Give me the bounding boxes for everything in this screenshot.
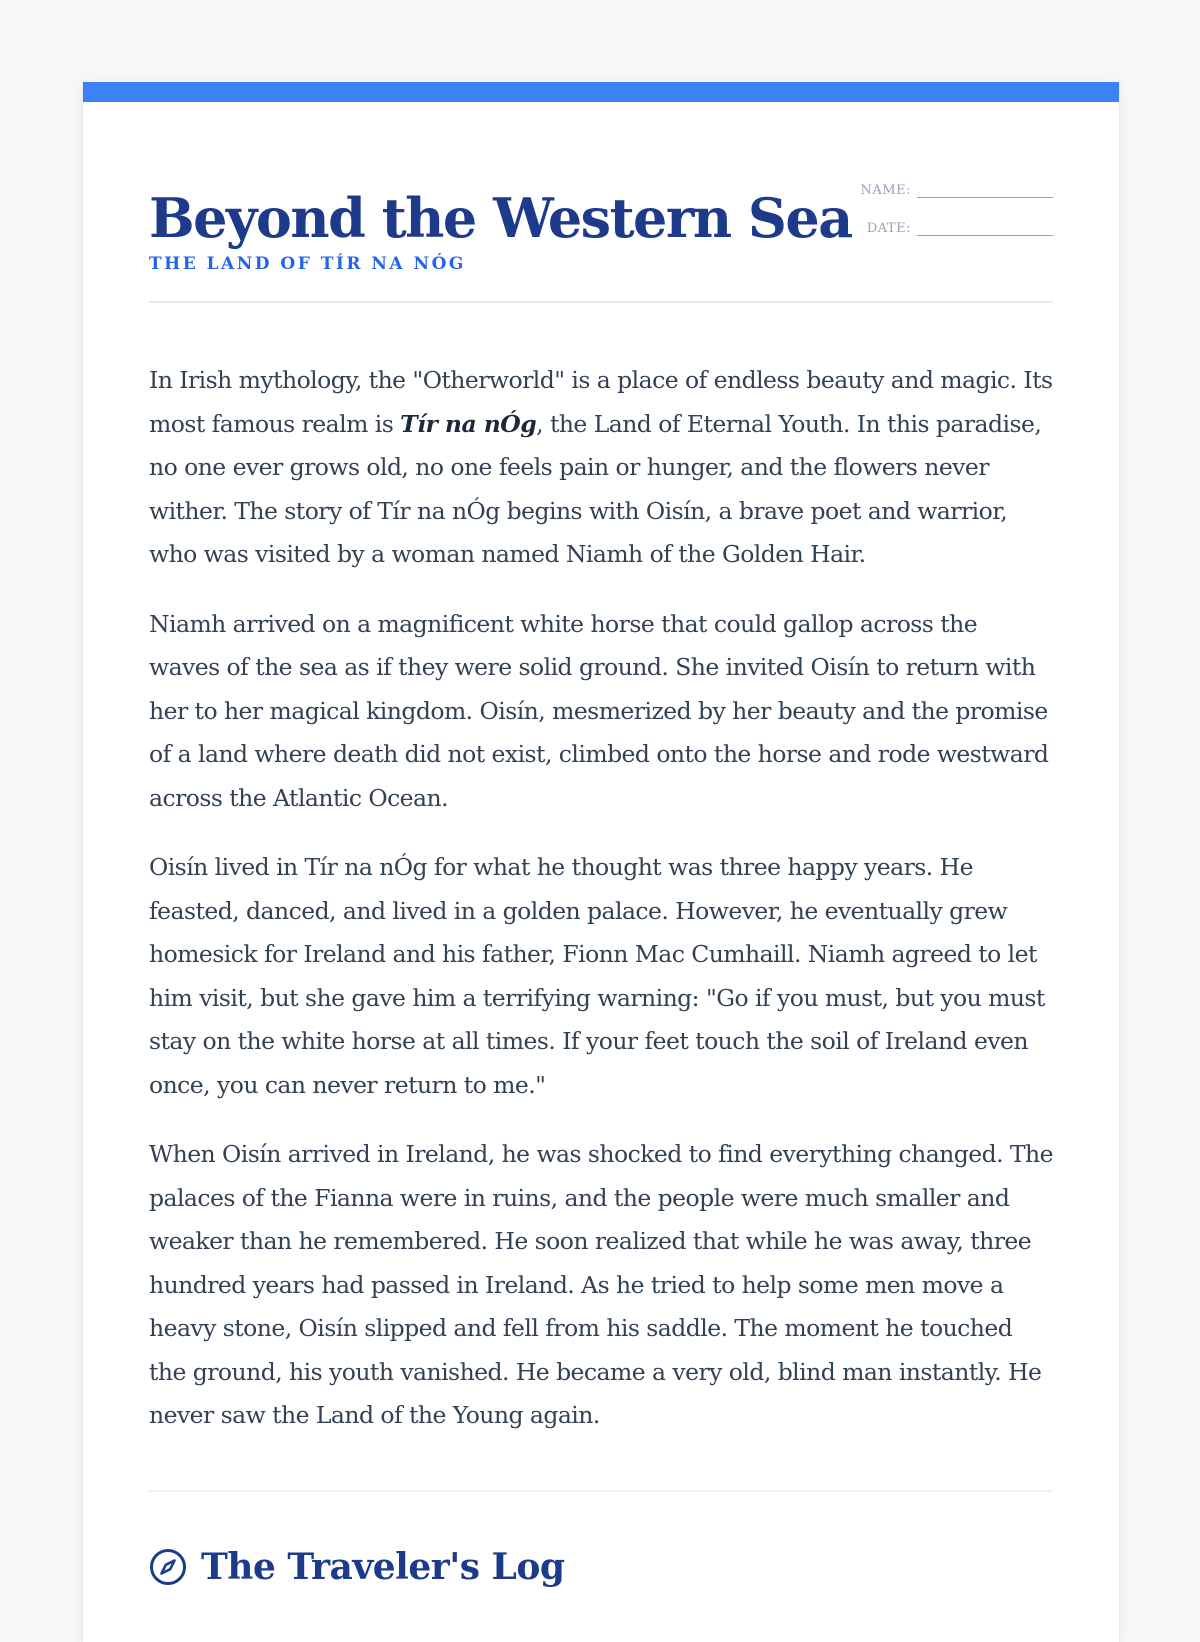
student-fields — [857, 176, 1053, 252]
name-field[interactable] — [917, 179, 1053, 198]
accent-bar — [83, 82, 1119, 102]
paragraph-1-rest: , the Land of Eternal Youth. In this paradise, no one ever grows old, no one feels pain or hunger, and the flowers never wither. The story of Tír na nÓg begins with Oisín, a brave poet and warrior, who was visited by a woman named Niamh of the Golden Hair. — [149, 409, 1042, 568]
name-label: NAME: — [860, 183, 911, 198]
story-text — [149, 303, 1053, 1438]
date-label: DATE: — [866, 221, 911, 236]
story-paragraph-1 — [149, 359, 1053, 577]
page-title: Beyond the Western Sea — [149, 186, 852, 250]
story-paragraph-4: When Oisín arrived in Ireland, he was shocked to find everything changed. The palaces of the Fianna were in ruins, and the people were much smaller and weaker than he remembered. He soon realized that while he was away, three hundred years had passed in Ireland. As he tried to help some men move a heavy stone, Oisín slipped and fell from his saddle. The moment he touched the ground, his youth vanished. He became a very old, blind man instantly. He never saw the Land of the Young again. — [149, 1140, 1053, 1429]
page-subtitle: THE LAND OF TÍR NA NÓG — [149, 254, 466, 274]
paragraph-1-intro: In Irish mythology, the "Otherworld" is a place of endless beauty and magic. Its most famous realm is — [149, 366, 1053, 438]
story-paragraph-2: Niamh arrived on a magnificent white horse that could gallop across the waves of the sea as if they were solid ground. She invited Oisín to return with her to her magical kingdom. Oisín, mesmerized by her beauty and the promise of a land where death did not exist, climbed onto the horse and rode westward across the Atlantic Ocean. — [149, 609, 1049, 812]
worksheet-header — [149, 102, 1053, 303]
date-field-row — [857, 214, 1053, 236]
compass-icon — [149, 1548, 187, 1586]
travelers-log-heading — [149, 1546, 1053, 1588]
date-field[interactable] — [917, 217, 1053, 236]
section-divider — [149, 1490, 1053, 1492]
section-title: The Traveler's Log — [201, 1545, 565, 1588]
emphasized-term: Tír na nÓg — [400, 409, 537, 438]
story-paragraph-3: Oisín lived in Tír na nÓg for what he thought was three happy years. He feasted, danced, and lived in a golden palace. However, he eventually grew homesick for Ireland and his father, Fionn Mac Cumhaill. Niamh agreed to let him visit, but she gave him a terrifying warning: "Go if you must, but you must stay on the white horse at all times. If your feet touch the soil of Ireland even once, you can never return to me." — [149, 853, 1045, 1099]
name-field-row — [857, 176, 1053, 198]
worksheet-page — [82, 82, 1120, 1642]
